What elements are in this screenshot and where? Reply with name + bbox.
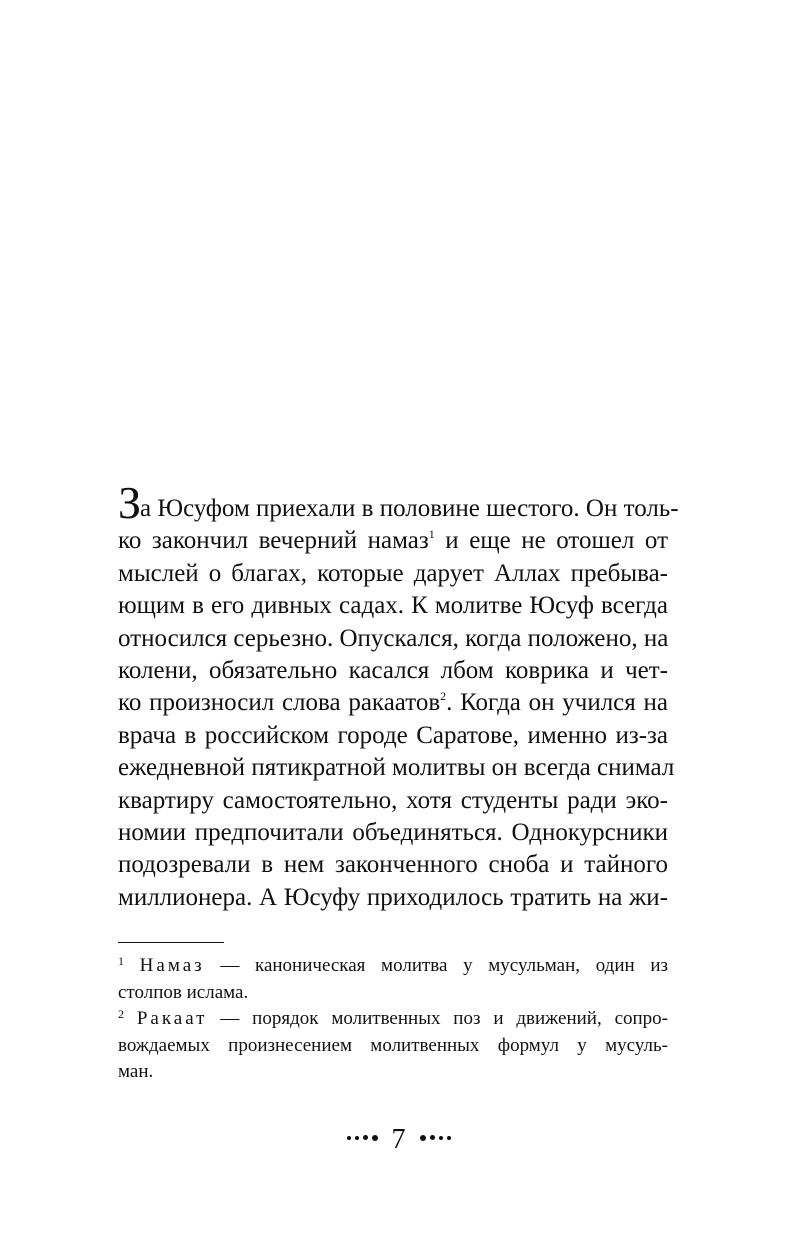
page-number: 7 [391,1123,406,1155]
footnote-2: $^2$ Ракаат — порядок молитвенных поз и движений, сопро- [118,1007,668,1029]
footnote-mark: 1 [118,954,124,968]
text-line: относился серьезно. Опускался, когда положено, на [118,624,669,652]
main-text [118,477,679,914]
footnote-1: $^1$ Намаз — каноническая молитва у мусульман, один из [118,954,668,976]
text-line: номии предпочитали объединяться. Однокурсники [118,818,668,846]
footnotes [118,953,668,1086]
footnote-2-continued: вождаемых произнесением молитвенных формул у мусуль- [118,1034,668,1056]
text-line: ющим в его дивных садах. К молитве Юсуф всегда [118,592,668,620]
left-ornament-dots [345,1120,380,1156]
text-line: квартиру самостоятельно, хотя студенты ради эко- [118,786,668,814]
text-line: колени, обязательно касался лбом коврика и чет- [118,656,668,684]
text-line: подозревали в нем законченного сноба и тайного [118,851,668,879]
text-line: ко произносил слова ракаатов$^2$. Когда он учился на [118,689,668,717]
drop-cap: З [118,477,141,528]
footnote-divider [118,942,224,943]
text-line: врача в российском городе Саратове, именно из-за [118,721,668,749]
text-line: ежедневной пятикратной молитвы он всегда снимал [118,754,675,782]
text-line: мыслей о благах, которые дарует Аллах пребыва- [118,559,668,587]
footnote-mark: 2 [118,1007,124,1021]
footnote-ref: 1 [428,527,435,542]
footnote-1-continued: столпов ислама. [118,981,249,1003]
footnote-term: Ракаат [136,1008,208,1029]
footnote-term: Намаз [139,955,205,976]
text-line: миллионера. А Юсуфу приходилось тратить на жи- [118,883,668,911]
right-ornament-dots [418,1120,453,1156]
text-line: ко закончил вечерний намаз$^1$ и еще не отошел от [118,527,668,555]
footnote-2-end: ман. [118,1061,154,1082]
footnote-ref: 2 [440,689,447,704]
page-number-footer [0,1120,797,1158]
text-line: За Юсуфом приехали в половине шестого. Он толь- [118,477,679,528]
